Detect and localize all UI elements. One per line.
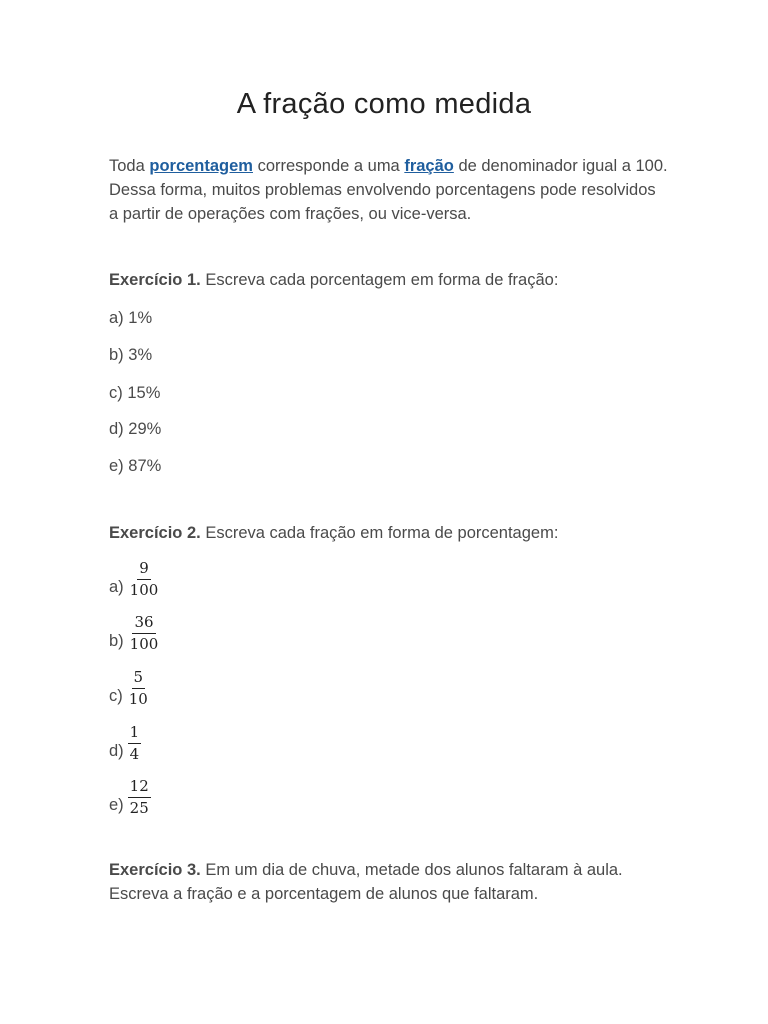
exercise-2-heading (109, 521, 669, 545)
fraction-denominator: 100 (129, 635, 159, 653)
fraction-numerator: 12 (128, 777, 151, 798)
fraction-numerator: 36 (132, 613, 155, 634)
exercise-2-prompt: Escreva cada fração em forma de porcentagem: (200, 524, 559, 542)
exercise-1-item-a (109, 307, 152, 329)
exercise-3-prompt: Em um dia de chuva, metade dos alunos faltaram à aula. Escreva a fração e a porcentagem de alunos que faltaram. (109, 861, 623, 903)
item-letter: e) (109, 457, 124, 475)
item-letter: d) (109, 420, 124, 438)
fraction-numerator: 1 (128, 723, 142, 744)
exercise-1-item-d (109, 418, 161, 440)
exercise-1-heading (109, 268, 669, 292)
exercise-3-paragraph (109, 858, 669, 906)
item-value: 1% (128, 309, 153, 327)
fraction-denominator: 25 (129, 799, 149, 817)
intro-paragraph (109, 154, 669, 226)
item-value: 3% (128, 346, 153, 364)
fraction-denominator: 4 (129, 745, 140, 763)
exercise-3-label: Exercício 3. (109, 861, 201, 879)
item-letter: c) (109, 384, 123, 402)
item-letter: b) (109, 632, 124, 650)
item-letter: c) (109, 687, 123, 705)
exercise-2-label: Exercício 2. (109, 524, 201, 542)
item-letter: d) (109, 742, 124, 760)
exercise-1-label: Exercício 1. (109, 271, 201, 289)
item-value: 87% (128, 457, 162, 475)
intro-text-after: de denominador igual a 100. Dessa forma, muitos problemas envolvendo porcentagens pode resolvidos a partir de operações com frações, ou vice-versa. (109, 157, 668, 223)
item-letter: b) (109, 346, 124, 364)
item-letter: a) (109, 578, 124, 596)
fracao-link[interactable]: fração (404, 157, 454, 175)
fraction (128, 777, 151, 818)
page-title: A fração como medida (236, 88, 532, 120)
fraction (127, 668, 150, 709)
fraction (128, 559, 161, 600)
fraction-numerator: 9 (137, 559, 151, 580)
exercise-1-item-b (109, 344, 152, 366)
fraction-numerator: 5 (132, 668, 146, 689)
intro-text-before: Toda (109, 157, 150, 175)
fraction-denominator: 10 (128, 690, 148, 708)
exercise-1-prompt: Escreva cada porcentagem em forma de fração: (200, 271, 559, 289)
exercise-2-item-e (109, 770, 151, 818)
exercise-2-item-c (109, 661, 150, 709)
item-value: 15% (127, 384, 161, 402)
item-letter: e) (109, 796, 124, 814)
fraction (128, 723, 142, 764)
item-letter: a) (109, 309, 124, 327)
exercise-2-item-b (109, 606, 160, 654)
exercise-2-item-d (109, 716, 141, 764)
item-value: 29% (128, 420, 162, 438)
exercise-1-item-e (109, 455, 161, 477)
fraction-denominator: 100 (129, 581, 159, 599)
exercise-1-item-c (109, 382, 160, 404)
porcentagem-link[interactable]: porcentagem (149, 157, 253, 175)
intro-text-middle: corresponde a uma (252, 157, 405, 175)
fraction (128, 613, 161, 654)
exercise-2-item-a (109, 552, 160, 600)
